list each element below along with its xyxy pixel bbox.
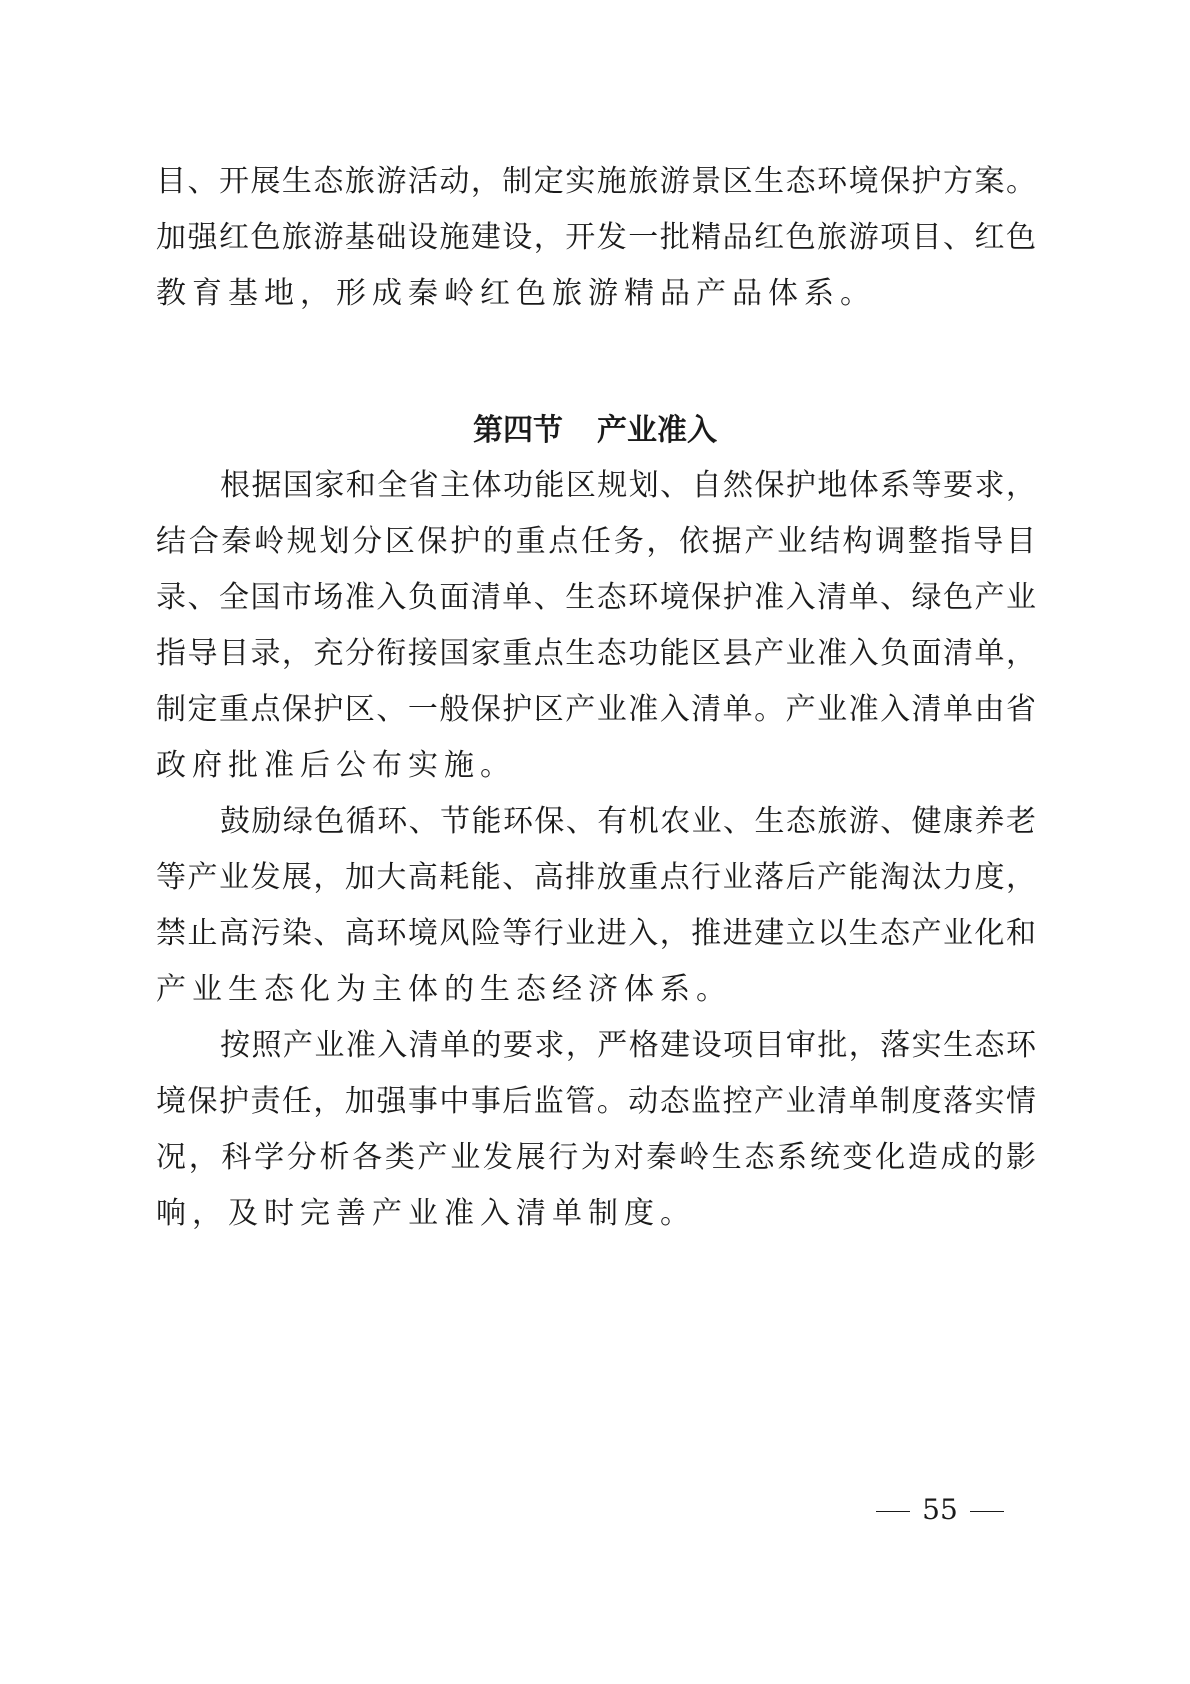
section-heading xyxy=(0,408,1190,454)
paragraph-line: 教育基地，形成秦岭红色旅游精品产品体系。 xyxy=(156,276,876,311)
section-title: 产业准入 xyxy=(597,413,717,448)
paragraph-line: 禁止高污染、高环境风险等行业进入，推进建立以生态产业化和 xyxy=(156,916,1036,951)
page-number-value: 55 xyxy=(922,1493,958,1526)
paragraph-line: 况，科学分析各类产业发展行为对秦岭生态系统变化造成的影 xyxy=(156,1140,1036,1175)
paragraph-line: 根据国家和全省主体功能区规划、自然保护地体系等要求， xyxy=(220,468,1036,503)
page-number xyxy=(860,1490,1020,1530)
paragraph-line: 政府批准后公布实施。 xyxy=(156,748,516,783)
paragraph-line: 结合秦岭规划分区保护的重点任务，依据产业结构调整指导目 xyxy=(156,524,1036,559)
dash-right xyxy=(970,1511,1004,1512)
paragraph-line: 目、开展生态旅游活动，制定实施旅游景区生态环境保护方案。 xyxy=(156,164,1036,199)
paragraph-line: 鼓励绿色循环、节能环保、有机农业、生态旅游、健康养老 xyxy=(220,804,1036,839)
paragraph-line: 指导目录，充分衔接国家重点生态功能区县产业准入负面清单， xyxy=(156,636,1036,671)
paragraph-line: 等产业发展，加大高耗能、高排放重点行业落后产能淘汰力度， xyxy=(156,860,1036,895)
paragraph-line: 响，及时完善产业准入清单制度。 xyxy=(156,1196,696,1231)
paragraph-line: 加强红色旅游基础设施建设，开发一批精品红色旅游项目、红色 xyxy=(156,220,1036,255)
paragraph-line: 录、全国市场准入负面清单、生态环境保护准入清单、绿色产业 xyxy=(156,580,1036,615)
paragraph-line: 境保护责任，加强事中事后监管。动态监控产业清单制度落实情 xyxy=(156,1084,1036,1119)
paragraph-line: 按照产业准入清单的要求，严格建设项目审批，落实生态环 xyxy=(220,1028,1036,1063)
section-number: 第四节 xyxy=(473,413,563,448)
paragraph-line: 产业生态化为主体的生态经济体系。 xyxy=(156,972,732,1007)
dash-left xyxy=(876,1511,910,1512)
paragraph-line: 制定重点保护区、一般保护区产业准入清单。产业准入清单由省 xyxy=(156,692,1036,727)
